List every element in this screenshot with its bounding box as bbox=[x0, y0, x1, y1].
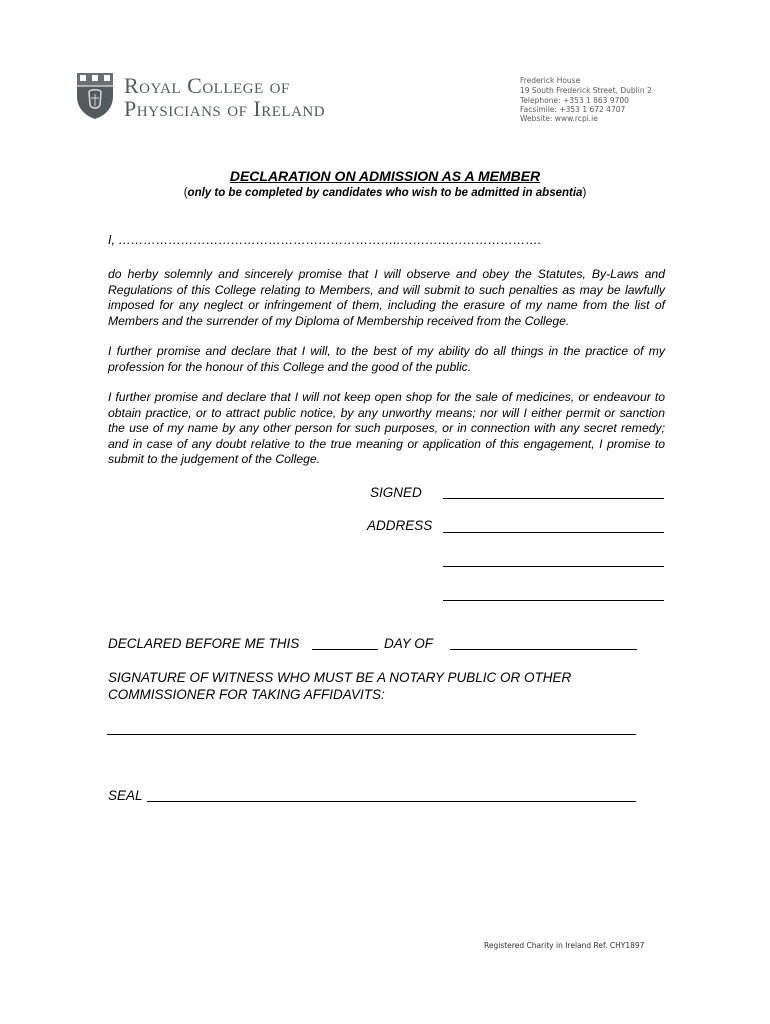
college-crest-icon bbox=[76, 72, 114, 120]
promise-paragraph-2: I further promise and declare that I will, to the best of my ability do all things in the practice of my profession for the honour of this College and the good of the public. bbox=[108, 344, 665, 374]
name-fill-line[interactable]: I, …………………………………………………………..……………………………. bbox=[108, 233, 542, 247]
declared-day-field[interactable] bbox=[312, 649, 378, 650]
signed-label: SIGNED bbox=[370, 485, 422, 500]
witness-label-line-2: COMMISSIONER FOR TAKING AFFIDAVITS: bbox=[108, 687, 385, 702]
address-field-line-3[interactable] bbox=[443, 600, 664, 601]
subtitle-text: only to be completed by candidates who wish to be admitted in absentia bbox=[187, 187, 583, 199]
signed-field[interactable] bbox=[443, 498, 664, 499]
website-line: Website: www.rcpi.ie bbox=[520, 114, 598, 123]
address-field-line-1[interactable] bbox=[443, 532, 664, 533]
subtitle-close-paren: ) bbox=[582, 187, 587, 199]
declared-before-label: DECLARED BEFORE ME THIS bbox=[108, 636, 300, 651]
declared-month-field[interactable] bbox=[450, 649, 637, 650]
witness-signature-field[interactable] bbox=[107, 734, 636, 735]
phone-line: Telephone: +353 1 863 9700 bbox=[520, 96, 629, 105]
promise-paragraph-3: I further promise and declare that I will not keep open shop for the sale of medicines, or endeavour to obtain practice, or to attract public notice, by any unworthy means; nor will I either permit or sanction the use of my name by any other person for such purposes, or in connection with any secret remedy; and in case of any doubt relative to the true meaning or application of this engagement, I promise to submit to the judgement of the College. bbox=[108, 390, 665, 466]
college-name-line-2: Physicians of Ireland bbox=[124, 96, 326, 121]
address-label: ADDRESS bbox=[367, 518, 433, 533]
address-line: Frederick House bbox=[520, 76, 581, 85]
witness-label-line-1: SIGNATURE OF WITNESS WHO MUST BE A NOTARY PUBLIC OR OTHER bbox=[108, 670, 572, 685]
subtitle-open-paren: ( bbox=[183, 187, 188, 199]
document-title: DECLARATION ON ADMISSION AS A MEMBER bbox=[229, 168, 541, 184]
seal-field[interactable] bbox=[147, 801, 636, 802]
college-name-line-1: Royal College of bbox=[124, 73, 290, 98]
address-line: 19 South Frederick Street, Dublin 2 bbox=[520, 86, 652, 95]
seal-label: SEAL bbox=[108, 788, 143, 803]
document-subtitle bbox=[0, 187, 770, 199]
address-field-line-2[interactable] bbox=[443, 566, 664, 567]
charity-footer: Registered Charity in Ireland Ref. CHY1897 bbox=[484, 941, 645, 950]
promise-paragraph-1: do herby solemnly and sincerely promise that I will observe and obey the Statutes, By-Laws and Regulations of this College relating to Members, and will submit to such penalties as may be lawfully imposed for any neglect or infringement of them, including the erasure of my name from the list of Members and the surrender of my Diploma of Membership received from the College. bbox=[108, 267, 665, 328]
day-of-label: DAY OF bbox=[384, 636, 434, 651]
fax-line: Facsimile: +353 1 672 4707 bbox=[520, 105, 626, 114]
